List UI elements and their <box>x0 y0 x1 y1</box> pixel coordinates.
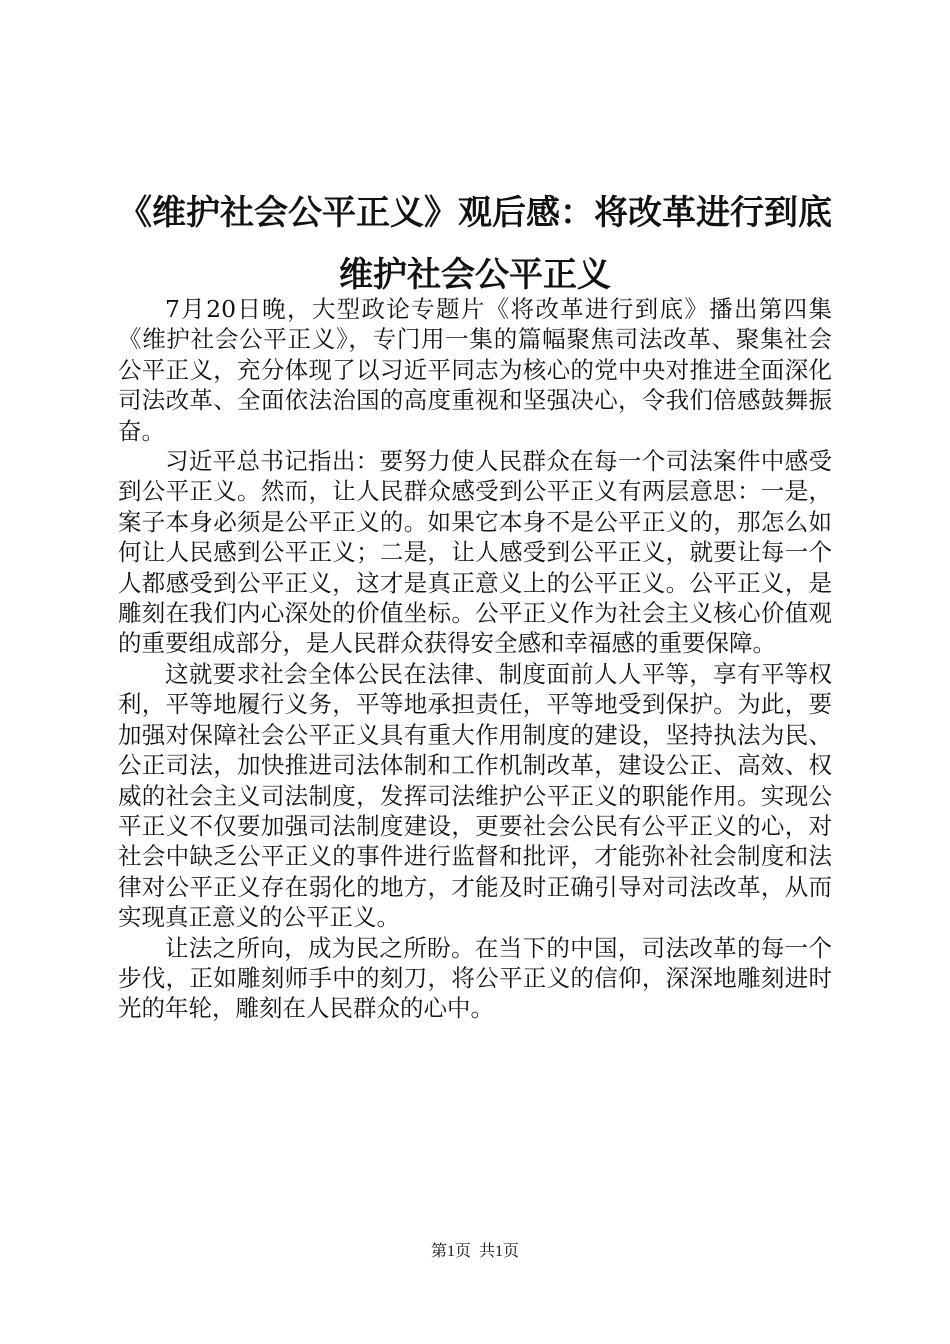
page-number: 第1页 共1页 <box>430 1243 519 1260</box>
paragraph-1: 7月20日晚，大型政论专题片《将改革进行到底》播出第四集《维护社会公平正义》，专门用一集的篇幅聚焦司法改革、聚集社会公平正义，充分体现了以习近平同志为核心的党中央对推进全面深化司法改革、全面依法治国的高度重视和坚强决心，令我们倍感鼓舞振奋。 <box>118 295 832 445</box>
paragraph-2: 习近平总书记指出：要努力使人民群众在每一个司法案件中感受到公平正义。然而，让人民群众感受到公平正义有两层意思：一是，案子本身必须是公平正义的。如果它本身不是公平正义的，那怎么如何让人民感到公平正义；二是，让人感受到公平正义，就要让每一个人都感受到公平正义，这才是真正意义上的公平正义。公平正义，是雕刻在我们内心深处的价值坐标。公平正义作为社会主义核心价值观的重要组成部分，是人民群众获得安全感和幸福感的重要保障。 <box>118 447 832 658</box>
page-footer <box>0 1242 950 1262</box>
paragraph-4: 让法之所向，成为民之所盼。在当下的中国，司法改革的每一个步伐，正如雕刻师手中的刻刀，将公平正义的信仰，深深地雕刻进时光的年轮，雕刻在人民群众的心中。 <box>118 933 832 1023</box>
document-body <box>118 294 832 1024</box>
paragraph-3: 这就要求社会全体公民在法律、制度面前人人平等，享有平等权利，平等地履行义务，平等地承担责任，平等地受到保护。为此，要加强对保障社会公平正义具有重大作用制度的建设，坚持执法为民、公正司法，加快推进司法体制和工作机制改革，建设公正、高效、权威的社会主义司法制度，发挥司法维护公平正义的职能作用。实现公平正义不仅要加强司法制度建设，更要社会公民有公平正义的心，对社会中缺乏公平正义的事件进行监督和批评，才能弥补社会制度和法律对公平正义存在弱化的地方，才能及时正确引导对司法改革，从而实现真正意义的公平正义。 <box>118 659 832 932</box>
document-title: 《维护社会公平正义》观后感：将改革进行到底维护社会公平正义 <box>118 193 832 295</box>
